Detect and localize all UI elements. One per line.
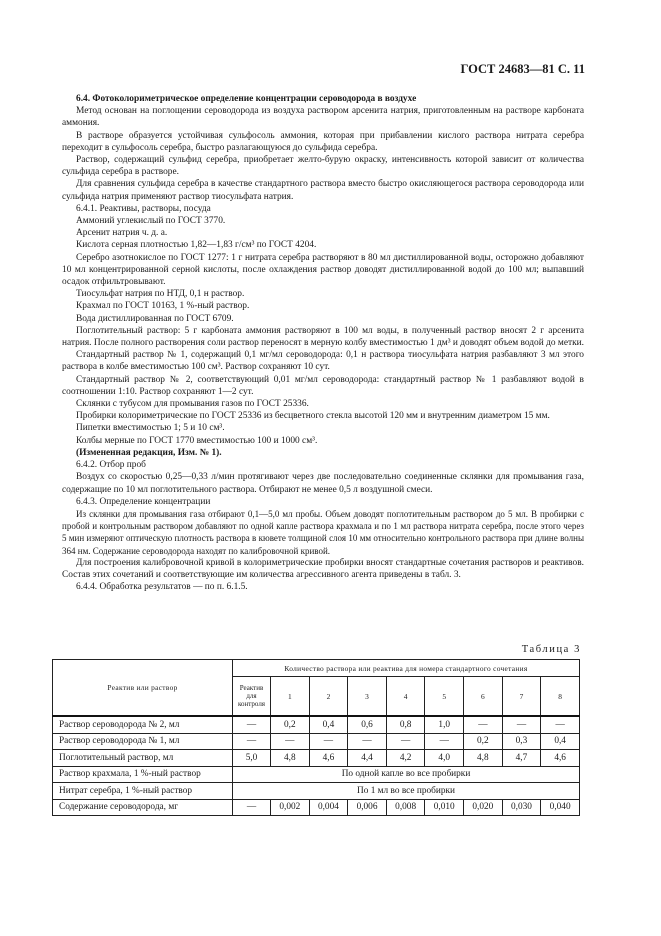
document-body xyxy=(62,93,584,593)
reagent-table xyxy=(52,659,580,816)
table-cell: — xyxy=(541,716,580,733)
section-title: 6.4. Фотоколориметрическое определение концентрации сероводорода в воздухе xyxy=(76,94,417,104)
amendment-note: (Измененная редакция, Изм. № 1). xyxy=(76,447,222,458)
table-row xyxy=(53,799,580,816)
table-cell: 0,2 xyxy=(464,733,503,750)
table-caption: Таблица 3 xyxy=(521,644,581,655)
paragraph: Колбы мерные по ГОСТ 1770 вместимостью 100 и 1000 см³. xyxy=(76,435,318,446)
paragraph: Метод основан на поглощении сероводорода из воздуха раствором арсенита натрия, приготовленным на растворе карбоната аммония. xyxy=(62,106,584,129)
reagent-column-header: Реактив или раствор xyxy=(53,660,233,717)
column-header: 6 xyxy=(464,677,503,717)
table-row xyxy=(53,750,580,767)
table-row xyxy=(53,733,580,750)
column-header: 1 xyxy=(271,677,310,717)
table-cell: — xyxy=(233,716,271,733)
table-cell: 0,6 xyxy=(348,716,387,733)
paragraph: В растворе образуется устойчивая сульфосоль аммония, которая при прибавлении кислого раствора нитрата серебра переходит в сульфосоль серебра, быстро разлагающуюся до сульфида серебра. xyxy=(62,130,584,153)
table-row xyxy=(53,766,580,783)
paragraph: Тиосульфат натрия по НТД, 0,1 н раствор. xyxy=(76,289,245,300)
table-cell: 4,6 xyxy=(541,750,580,767)
subsection-heading: 6.4.2. Отбор проб xyxy=(76,460,146,471)
table-cell: 4,7 xyxy=(502,750,541,767)
row-label: Раствор крахмала, 1 %-ный раствор xyxy=(53,766,233,783)
table-cell: — xyxy=(233,733,271,750)
table-cell: 0,8 xyxy=(386,716,425,733)
paragraph: Пипетки вместимостью 1; 5 и 10 см³. xyxy=(76,423,225,434)
paragraph: Крахмал по ГОСТ 10163, 1 %-ный раствор. xyxy=(76,301,250,312)
table-cell: — xyxy=(464,716,503,733)
column-header: 3 xyxy=(348,677,387,717)
paragraph: Стандартный раствор № 1, содержащий 0,1 мг/мл сероводорода: 0,1 н раствора тиосульфата натрия разбавляют 3 мл этого раствора в колбе вместимостью 100 см³. Раствор сохраняют 10 сут. xyxy=(62,350,584,373)
paragraph: Склянки с тубусом для промывания газов по ГОСТ 25336. xyxy=(76,399,309,410)
paragraph: Для сравнения сульфида серебра в качестве стандартного раствора вместо быстро окисляющегося раствора сероводорода или сульфида натрия применяют раствор тиосульфата натрия. xyxy=(62,179,584,202)
row-label: Содержание сероводорода, мг xyxy=(53,799,233,816)
table-cell: 0,002 xyxy=(271,799,310,816)
table-cell: — xyxy=(425,733,464,750)
table-cell: 4,2 xyxy=(386,750,425,767)
column-header: 2 xyxy=(309,677,348,717)
table-cell: — xyxy=(271,733,310,750)
paragraph: Серебро азотнокислое по ГОСТ 1277: 1 г нитрата серебра растворяют в 80 мл дистиллированной воды, осторожно добавляют 10 мл концентрированной серной кислоты, после охлаждения раствор доводят дистиллированной водой до 100 мл; выпавший осадок отфильтровывают. xyxy=(62,252,584,288)
table-cell: 1,0 xyxy=(425,716,464,733)
table-cell: 4,0 xyxy=(425,750,464,767)
table-cell: 4,8 xyxy=(464,750,503,767)
subsection-heading: 6.4.3. Определение концентрации xyxy=(76,496,211,507)
table-cell: — xyxy=(386,733,425,750)
paragraph: Пробирки колориметрические по ГОСТ 25336 из бесцветного стекла высотой 120 мм и внутренним диаметром 15 мм. xyxy=(76,411,550,422)
table-cell: 4,6 xyxy=(309,750,348,767)
table-cell: 0,020 xyxy=(464,799,503,816)
paragraph: Стандартный раствор № 2, соответствующий 0,01 мг/мл сероводорода: стандартный раствор № 1 разбавляют водой в соотношении 1:10. Раствор сохраняют 1—2 сут. xyxy=(62,374,584,397)
paragraph: Для построения калибровочной кривой в колориметрические пробирки вносят стандартные сочетания растворов и реактивов. Состав этих сочетаний и соответствующие им количества агрессивного агента приведены в табл. 3. xyxy=(62,557,584,580)
merged-cell: По 1 мл во все пробирки xyxy=(233,783,580,800)
subsection-heading: 6.4.4. Обработка результатов — по п. 6.1.5. xyxy=(76,582,248,593)
table-cell: 0,4 xyxy=(541,733,580,750)
control-column-header: Реактив для контроля xyxy=(233,677,271,717)
group-column-header: Количество раствора или реактива для номера стандартного сочетания xyxy=(233,660,580,677)
table-cell: — xyxy=(348,733,387,750)
table-cell: 0,006 xyxy=(348,799,387,816)
table-cell: — xyxy=(309,733,348,750)
table-cell: 0,3 xyxy=(502,733,541,750)
paragraph: Вода дистиллированная по ГОСТ 6709. xyxy=(76,313,234,324)
table-cell: 0,4 xyxy=(309,716,348,733)
table-cell: 0,2 xyxy=(271,716,310,733)
row-label: Поглотительный раствор, мл xyxy=(53,750,233,767)
table-cell: — xyxy=(502,716,541,733)
paragraph: Поглотительный раствор: 5 г карбоната аммония растворяют в 100 мл воды, в полученный раствор вносят 2 г арсенита натрия. После полного растворения соли раствор переносят в мерную колбу вместимостью 1 дм³ и доводят объем водой до метки. xyxy=(62,325,585,349)
table-cell: 5,0 xyxy=(233,750,271,767)
column-header: 7 xyxy=(502,677,541,717)
paragraph: Кислота серная плотностью 1,82—1,83 г/см³ по ГОСТ 4204. xyxy=(76,240,317,251)
paragraph: Раствор, содержащий сульфид серебра, приобретает желто-бурую окраску, интенсивность которой зависит от количества сульфида серебра в растворе. xyxy=(62,155,584,178)
column-header: 8 xyxy=(541,677,580,717)
column-header: 4 xyxy=(386,677,425,717)
table-cell: 0,040 xyxy=(541,799,580,816)
paragraph: Воздух со скоростью 0,25—0,33 л/мин протягивают через две последовательно соединенные склянки для промывания газа, содержащие по 10 мл поглотительного раствора. Отбирают не менее 0,5 л воздушной смеси. xyxy=(62,472,584,495)
paragraph: Арсенит натрия ч. д. а. xyxy=(76,228,168,239)
paragraph: Из склянки для промывания газа отбирают 0,1—5,0 мл пробы. Объем доводят поглотительным раствором до 5 мл. В пробирки с пробой и контрольным раствором добавляют по одной капле раствора крахмала и по 1 мл раствора нитрата серебра, после этого через 5 мин измеряют оптическую плотность раствора в кювете толщиной слоя 10 мм относительно контрольного раствора при длине волны 364 нм. Содержание сероводорода находят по калибровочной кривой. xyxy=(62,508,584,556)
row-label: Раствор сероводорода № 2, мл xyxy=(53,716,233,733)
table-cell: 4,8 xyxy=(271,750,310,767)
table-cell: 4,4 xyxy=(348,750,387,767)
table-row xyxy=(53,783,580,800)
subsection-heading: 6.4.1. Реактивы, растворы, посуда xyxy=(76,203,211,214)
paragraph: Аммоний углекислый по ГОСТ 3770. xyxy=(76,216,226,227)
row-label: Нитрат серебра, 1 %-ный раствор xyxy=(53,783,233,800)
row-label: Раствор сероводорода № 1, мл xyxy=(53,733,233,750)
table-row xyxy=(53,716,580,733)
page-header: ГОСТ 24683—81 С. 11 xyxy=(460,62,585,76)
table-cell: — xyxy=(233,799,271,816)
table-cell: 0,030 xyxy=(502,799,541,816)
table-cell: 0,010 xyxy=(425,799,464,816)
merged-cell: По одной капле во все пробирки xyxy=(233,766,580,783)
column-header: 5 xyxy=(425,677,464,717)
table-cell: 0,004 xyxy=(309,799,348,816)
table-cell: 0,008 xyxy=(386,799,425,816)
